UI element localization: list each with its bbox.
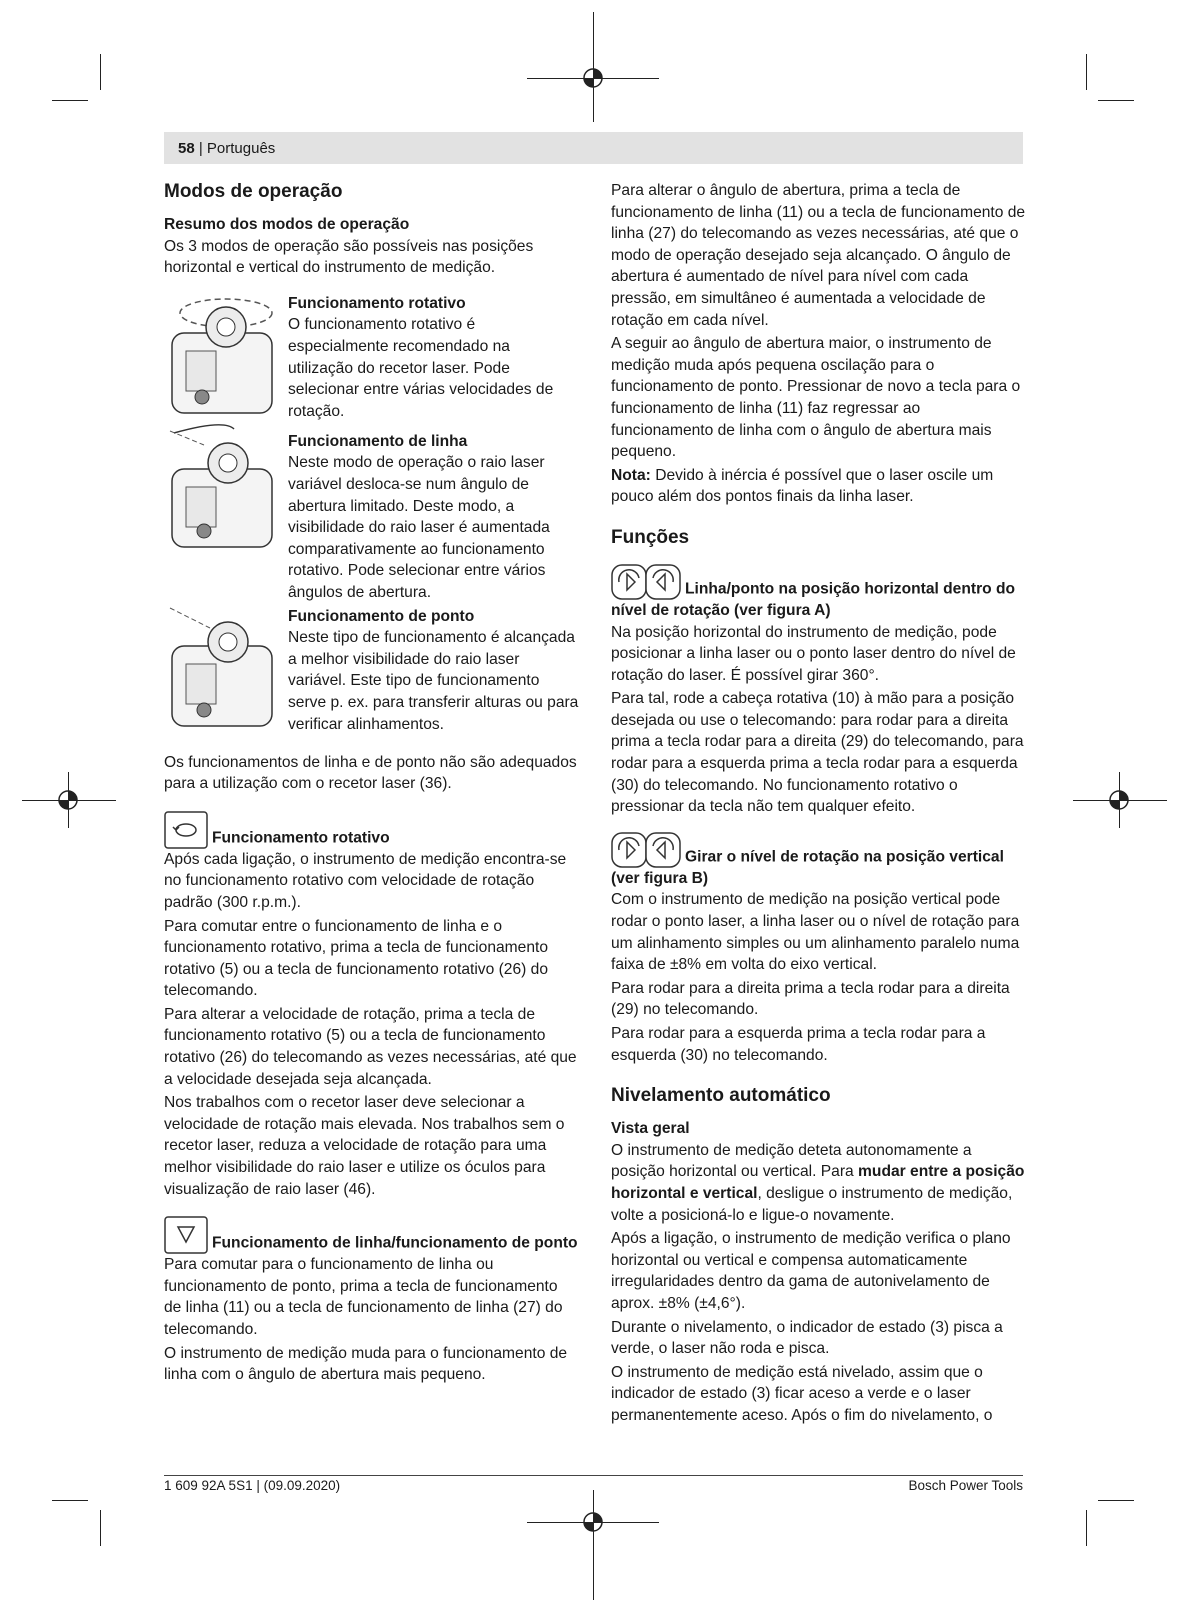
header-separator: | — [194, 140, 207, 157]
mode-rotary — [164, 293, 579, 431]
rotary-laser-rotation-illustration — [164, 293, 276, 421]
crop-mark — [1098, 1500, 1134, 1501]
leveling-title: Nivelamento automático — [611, 1085, 831, 1107]
crop-mark — [52, 100, 88, 101]
mode-title: Funcionamento de ponto — [288, 607, 475, 625]
rotary-mode-key-icon — [164, 811, 208, 849]
footer-doc-code: 1 609 92A 5S1 | (09.09.2020) — [164, 1478, 341, 1493]
section-title-operating-modes: Modos de operação — [164, 181, 343, 202]
leveling-paragraph: Após a ligação, o instrumento de medição verifica o plano horizontal ou vertical e compensa automaticamente irregularidades dentro da gama de autonivelamento de aprox. ±8% (±4,6°). — [611, 1230, 1011, 1312]
function-2-paragraph: Para rodar para a esquerda prima a tecla rodar para a esquerda (30) no telecomando. — [611, 1025, 986, 1064]
crop-mark — [100, 1510, 101, 1546]
intro-paragraph: Para alterar o ângulo de abertura, prima a tecla de funcionamento de linha (11) ou a tecla de funcionamento de linha (27) do telecomando as vezes necessárias, até que o modo de operação desejado seja alcançado. O ângulo de abertura é aumentado de nível para nível com cada pressão, em simultâneo é aumentada a velocidade de rotação em cada nível. — [611, 182, 1026, 329]
crop-mark — [52, 1500, 88, 1501]
crop-mark — [100, 54, 101, 90]
footer-rule — [164, 1475, 1023, 1476]
function-1-heading — [611, 564, 1026, 622]
page-header — [178, 140, 275, 157]
rotary-paragraph: Para alterar a velocidade de rotação, prima a tecla de funcionamento rotativo (5) ou a tecla de funcionamento rotativo (26) do telecomando as vezes necessárias, até que a velocidade desejada seja alcançada. — [164, 1005, 577, 1088]
footer-brand: Bosch Power Tools — [908, 1478, 1023, 1493]
mode-line — [164, 431, 579, 604]
function-2-heading — [611, 832, 1026, 890]
mode-text: O funcionamento rotativo é especialmente recomendado na utilização do recetor laser. Pode selecionar entre várias velocidades de rotação. — [288, 316, 554, 420]
intro-paragraph: A seguir ao ângulo de abertura maior, o instrumento de medição muda após pequena oscilação para o funcionamento de ponto. Pressionar de novo a tecla para o funcionamento de linha (11) faz regressar ao funcionamento de linha com o ângulo de abertura mais pequeno. — [611, 335, 1021, 461]
rotary-paragraph: Após cada ligação, o instrumento de medição encontra-se no funcionamento rotativo com velocidade de rotação padrão (300 r.p.m.). — [164, 850, 567, 911]
overview-title: Vista geral — [611, 1120, 690, 1138]
leveling-paragraph — [611, 1140, 1026, 1226]
function-2-paragraph: Para rodar para a direita prima a tecla rodar para a direita (29) no telecomando. — [611, 979, 1010, 1019]
note-label: Nota: — [611, 466, 651, 484]
left-column — [164, 180, 579, 1388]
rotate-keys-icon — [611, 832, 681, 868]
functions-title: Funções — [611, 526, 690, 548]
crop-mark — [1098, 100, 1134, 101]
rotary-paragraph: Nos trabalhos com o recetor laser deve selecionar a velocidade de rotação mais elevada. Nos trabalhos sem o recetor laser, reduza a velocidade de rotação para uma melhor visibilidade do raio laser e utilize os óculos para visualização de raio laser (46). — [164, 1094, 565, 1198]
page-number: 58 — [178, 140, 195, 157]
registration-mark-icon — [57, 789, 79, 811]
function-1-title: Linha/ponto na posição horizontal dentro do nível de rotação (ver figura A) — [611, 580, 1016, 619]
mode-point — [164, 606, 579, 752]
note-text: Devido à inércia é possível que o laser oscile um pouco além dos pontos finais da linha laser. — [611, 466, 994, 506]
function-2-paragraph: Com o instrumento de medição na posição vertical pode rodar o ponto laser, a linha laser ou o nível de rotação para um alinhamento simples ou um alinhamento paralelo numa faixa de ±8% em volta do eixo vertical. — [611, 891, 1020, 974]
header-bar — [164, 132, 1023, 164]
function-1-paragraph: Na posição horizontal do instrumento de medição, pode posicionar a linha laser ou o ponto laser dentro do nível de rotação do laser. É possível girar 360°. — [611, 623, 1016, 684]
leveling-text: O instrumento de medição deteta autonomamente a posição horizontal ou vertical. Para — [611, 1141, 972, 1181]
registration-mark-icon — [582, 67, 604, 89]
leveling-paragraph: O instrumento de medição está nivelado, assim que o indicador de estado (3) ficar aceso a verde e o laser permanentemente aceso. Após o fim do nivelamento, o — [611, 1363, 993, 1424]
modes-note: Os funcionamentos de linha e de ponto não são adequados para a utilização com o recetor laser (36). — [164, 753, 577, 793]
function-1-paragraph: Para tal, rode a cabeça rotativa (10) à mão para a posição desejada ou use o telecomando: para rodar para a direita prima a tecla rodar para a direita (29) do telecomando, para rodar para a esquerda prima a tecla rodar para a esquerda (30) do telecomando. No funcionamento rotativo o pressionar da tecla não tem qualquer efeito. — [611, 690, 1024, 816]
rotary-heading — [164, 811, 579, 849]
crop-mark — [593, 1490, 594, 1600]
crop-mark — [1086, 54, 1087, 90]
right-column — [611, 180, 1026, 1429]
line-point-paragraph: Para comutar para o funcionamento de linha ou funcionamento de ponto, prima a tecla de funcionamento de linha (11) ou a tecla de funcionamento de linha (27) do telecomando. — [164, 1256, 563, 1338]
summary-text: Os 3 modos de operação são possíveis nas posições horizontal e vertical do instrumento de medição. — [164, 237, 534, 277]
leveling-emphasis: mudar entre a posição horizontal e vertical — [611, 1163, 1025, 1202]
line-point-paragraph: O instrumento de medição muda para o funcionamento de linha com o ângulo de abertura mais pequeno. — [164, 1344, 568, 1384]
function-2-title: Girar o nível de rotação na posição vertical (ver figura B) — [611, 848, 1004, 887]
line-point-heading — [164, 1216, 579, 1254]
note-paragraph — [611, 465, 1026, 508]
leveling-paragraph: Durante o nivelamento, o indicador de estado (3) pisca a verde, o laser não roda e pisca. — [611, 1318, 1003, 1358]
registration-mark-icon — [582, 1511, 604, 1533]
mode-text: Neste tipo de funcionamento é alcançada a melhor visibilidade do raio laser variável. Este tipo de funcionamento serve p. ex. para transferir alturas ou para verificar alinhamentos. — [288, 629, 579, 733]
line-point-title: Funcionamento de linha/funcionamento de ponto — [212, 1234, 578, 1252]
header-language: Português — [206, 140, 276, 157]
rotary-title: Funcionamento rotativo — [212, 829, 390, 847]
leveling-text: , desligue o instrumento de medição, volte a posicioná-lo e ligue-o novamente. — [611, 1184, 1013, 1224]
rotary-laser-point-illustration — [164, 606, 276, 734]
line-mode-key-icon — [164, 1216, 208, 1254]
rotary-paragraph: Para comutar entre o funcionamento de linha e o funcionamento rotativo, prima a tecla de funcionamento rotativo (5) ou a tecla de funcionamento rotativo (26) do telecomando. — [164, 917, 549, 1000]
crop-mark — [1086, 1510, 1087, 1546]
rotary-laser-line-illustration — [164, 423, 276, 551]
registration-mark-icon — [1108, 789, 1130, 811]
mode-title: Funcionamento de linha — [288, 432, 468, 450]
summary-title: Resumo dos modos de operação — [164, 216, 410, 233]
mode-text: Neste modo de operação o raio laser variável desloca-se num ângulo de abertura limitado. Deste modo, a visibilidade do raio laser é aumentada comparativamente ao funcionamento rotativo. Pode selecionar entre vários ângulos de abertura. — [288, 454, 550, 601]
mode-title: Funcionamento rotativo — [288, 294, 466, 312]
rotate-keys-icon — [611, 564, 681, 600]
